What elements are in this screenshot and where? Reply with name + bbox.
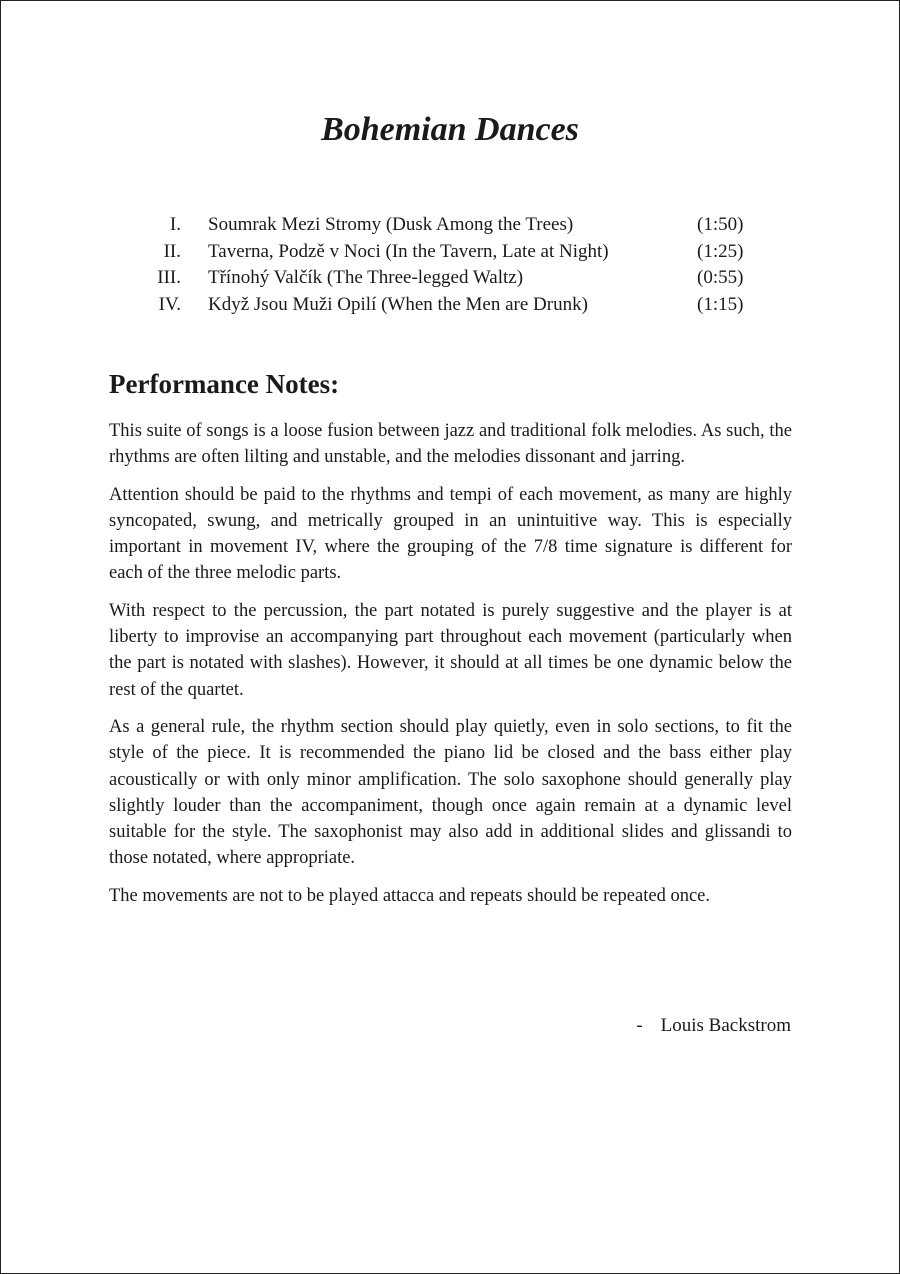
- author-signature: [501, 1015, 791, 1037]
- notes-paragraph: Attention should be paid to the rhythms and tempi of each movement, as many are highly syncopated, swung, and metrically grouped in an unintuitive way. This is especially important in movement IV, where the grouping of the 7/8 time signature is different for each of the three melodic parts.: [109, 484, 792, 584]
- movement-title: Když Jsou Muži Opilí (When the Men are Drunk): [208, 293, 588, 315]
- notes-paragraph: This suite of songs is a loose fusion between jazz and traditional folk melodies. As such, the rhythms are often lilting and unstable, and the melodies dissonant and jarring.: [109, 421, 792, 468]
- movement-numeral: IV.: [158, 293, 181, 315]
- notes-paragraph: As a general rule, the rhythm section should play quietly, even in solo sections, to fit the style of the piece. It is recommended the piano lid be closed and the bass either play acoustically or with only minor amplification. The solo saxophone should generally play slightly louder than the accompaniment, though once again remain at a dynamic level suitable for the style. The saxophonist may also add in additional slides and glissandi to those notated, where appropriate.: [109, 716, 792, 869]
- performance-notes-body: [109, 418, 792, 920]
- notes-paragraph: With respect to the percussion, the part notated is purely suggestive and the player is at liberty to improvise an accompanying part throughout each movement (particularly when the part is notated with slashes). However, it should at all times be one dynamic below the rest of the quartet.: [109, 600, 792, 700]
- movement-row: [141, 212, 761, 239]
- movement-duration: (1:15): [697, 293, 744, 315]
- movement-row: [141, 292, 761, 319]
- signature-dash: -: [636, 1015, 643, 1036]
- movement-numeral: III.: [157, 267, 181, 288]
- movement-duration: (1:50): [697, 214, 744, 235]
- page-title: Bohemian Dances: [321, 111, 579, 148]
- performance-notes-heading: Performance Notes:: [109, 369, 340, 399]
- notes-paragraph: The movements are not to be played attacca and repeats should be repeated once.: [109, 885, 710, 906]
- movement-title: Třínohý Valčík (The Three-legged Waltz): [208, 267, 524, 288]
- movement-duration: (1:25): [697, 240, 744, 262]
- movement-numeral: II.: [163, 240, 181, 262]
- movement-title: Taverna, Podzě v Noci (In the Tavern, Late at Night): [208, 240, 609, 262]
- movement-row: [141, 239, 761, 266]
- movement-row: [141, 265, 761, 292]
- movement-list: [141, 212, 761, 318]
- movement-numeral: I.: [169, 214, 181, 235]
- author-name: Louis Backstrom: [660, 1015, 791, 1036]
- movement-title: Soumrak Mezi Stromy (Dusk Among the Trees): [208, 214, 574, 235]
- movement-duration: (0:55): [697, 267, 744, 288]
